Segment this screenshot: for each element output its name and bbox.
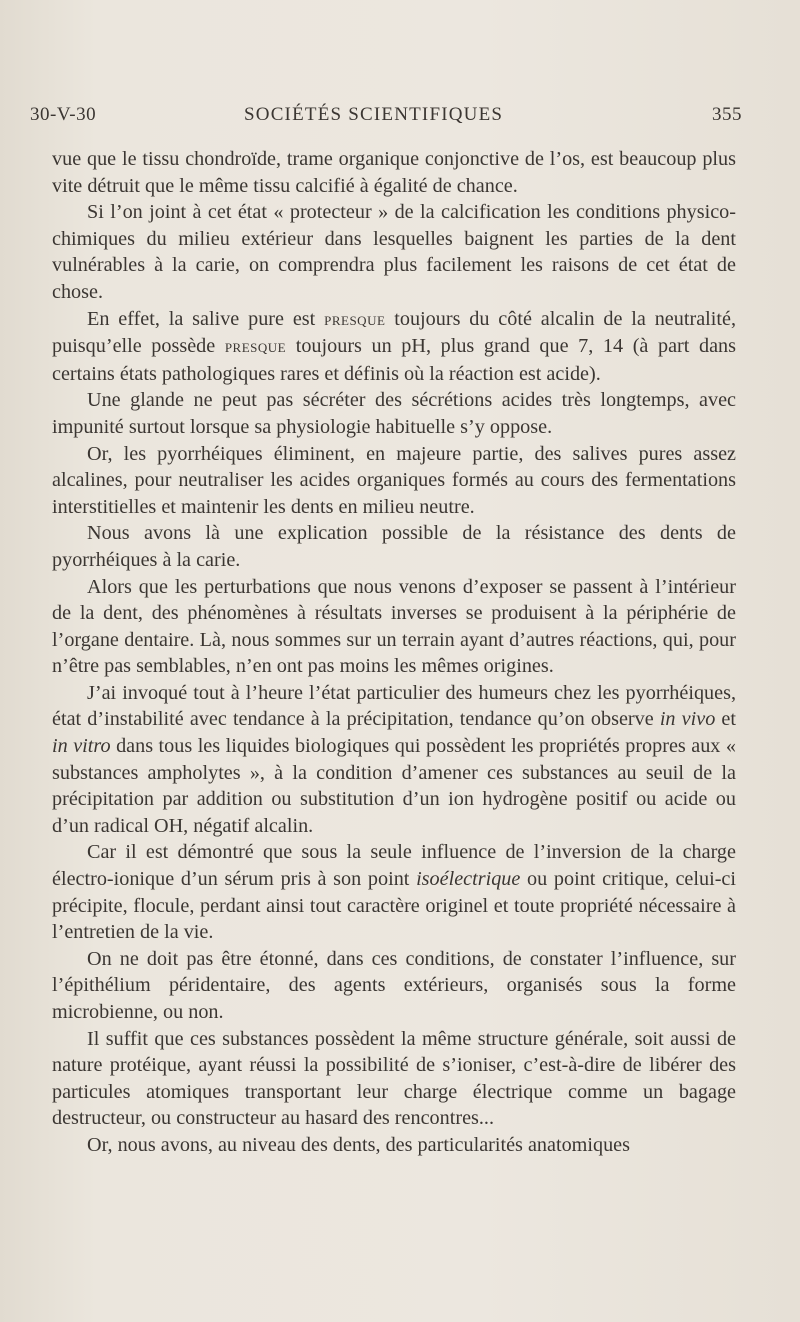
paragraph — [52, 839, 736, 945]
text-run: Alors que les perturbations que nous venons d’exposer se passent à l’intérieur de la dent, des phénomènes à résultats inverses se produisent à la périphérie de l’organe dentaire. Là, nous sommes sur un terrain ayant d’autres réactions, qui, pour n’être pas semblables, n’en ont pas moins les mêmes origines. — [52, 575, 736, 678]
text-run: On ne doit pas être étonné, dans ces conditions, de constater l’influence, sur l’épithélium péridentaire, des agents extérieurs, organisés sous la forme microbienne, ou non. — [52, 947, 736, 1023]
text-run: vue que le tissu chondroïde, trame organique conjonctive de l’os, est beaucoup plus vite détruit que le même tissu calcifié à égalité de chance. — [52, 148, 736, 197]
paragraph — [52, 574, 736, 680]
paragraph — [52, 199, 736, 305]
running-header — [30, 104, 742, 134]
paragraph — [52, 146, 736, 199]
paragraph — [52, 306, 736, 388]
text-run: et — [715, 708, 736, 731]
text-run: toujours du côté alcalin de la neutralité, puisqu’elle possède — [52, 307, 736, 358]
text-run: J’ai invoqué tout à l’heure l’état particulier des humeurs chez les pyorrhéiques, état d’instabilité avec tendance à la précipitation, tendance qu’on observe — [52, 681, 736, 731]
text-run: Car il est démontré que sous la seule influence de l’inversion de la charge électro-ionique d’un sérum pris à son point — [52, 841, 736, 891]
text-run: En effet, la salive pure est — [87, 307, 325, 330]
text-run: Or, nous avons, au niveau des dents, des particularités anatomiques — [87, 1133, 630, 1156]
paragraph — [52, 520, 736, 573]
text-run: Si l’on joint à cet état « protecteur » de la calcification les conditions physico-chimiques du milieu extérieur dans lesquelles baignent les parties de la dent vulnérables à la carie, on comprendra plus facilement les raisons de cet état de chose. — [52, 201, 736, 303]
text-run: toujours un pH, plus grand que 7, 14 (à part dans certains états pathologiques rares et définis où la réaction est acide). — [52, 335, 736, 385]
italic-term: isoélectrique — [416, 868, 521, 891]
paragraph — [52, 1026, 736, 1132]
paragraph — [52, 1132, 736, 1159]
body-text — [52, 146, 736, 1159]
small-caps-term: presque — [224, 336, 287, 358]
small-caps-term: presque — [324, 308, 386, 330]
text-run: Or, les pyorrhéiques éliminent, en majeure partie, des salives pures assez alcalines, pour neutraliser les acides organiques formés au cours des fermentations interstitielles et maintenir les dents en milieu neutre. — [52, 442, 736, 518]
header-title: SOCIÉTÉS SCIENTIFIQUES — [244, 104, 504, 125]
italic-term: in vitro — [52, 735, 111, 758]
text-run: Une glande ne peut pas sécréter des sécrétions acides très longtemps, avec impunité surtout lorsque sa physiologie habituelle s’y oppose. — [52, 389, 736, 438]
paragraph — [52, 946, 736, 1026]
paragraph — [52, 387, 736, 440]
page-number: 355 — [712, 104, 742, 125]
text-run: Nous avons là une explication possible de la résistance des dents de pyorrhéiques à la carie. — [52, 522, 736, 571]
italic-term: in vivo — [659, 708, 716, 731]
text-run: ou point critique, celui-ci précipite, flocule, perdant ainsi tout caractère originel et toute propriété nécessaire à l’entretien de la vie. — [52, 868, 736, 944]
text-run: Il suffit que ces substances possèdent la même structure générale, soit aussi de nature protéique, ayant réussi la possibilité de s’ioniser, c’est-à-dire de libérer des particules atomiques transportant leur charge électrique comme un bagage destructeur, ou constructeur au hasard des rencontres... — [52, 1027, 736, 1130]
paragraph — [52, 680, 736, 840]
header-date: 30-V-30 — [30, 104, 97, 125]
paragraph — [52, 441, 736, 521]
text-run: dans tous les liquides biologiques qui possèdent les propriétés propres aux « substances ampholytes », à la condition d’amener ces substances au seuil de la précipitation par addition ou substitution d’un ion hydrogène positif ou acide ou d’un radical OH, négatif alcalin. — [52, 735, 736, 837]
